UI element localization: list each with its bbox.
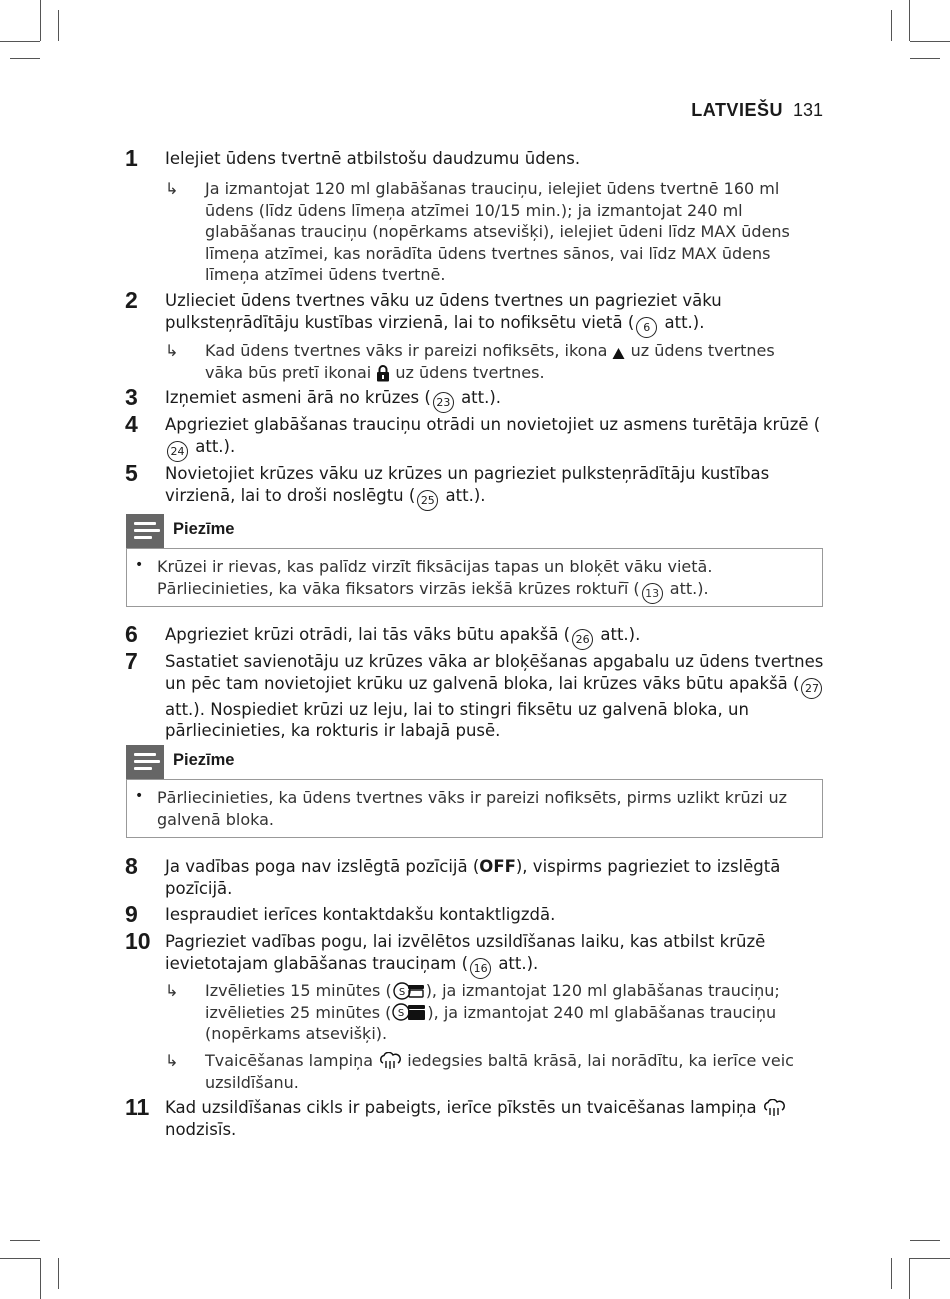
off-label: OFF — [479, 857, 516, 876]
bullet: • — [135, 557, 144, 573]
step-number: 11 — [125, 1094, 150, 1120]
result-text: Tvaicēšanas lampiņa iedegsies baltā krāsā, lai norādītu, ka ierīce veic uzsildīšanu. — [205, 1051, 794, 1092]
step-number: 3 — [125, 384, 138, 410]
step-text: Apgrieziet glabāšanas trauciņu otrādi un novietojiet uz asmens turētāja krūzē (24 att.). — [165, 414, 825, 462]
crop-mark — [910, 58, 940, 59]
step-number: 10 — [125, 928, 151, 954]
crop-mark — [58, 10, 59, 41]
note-box — [126, 548, 823, 607]
figure-ref: 6 — [636, 317, 657, 338]
note-text: Krūzei ir rievas, kas palīdz virzīt fiksācijas tapas un bloķēt vāku vietā. Pārliecinieties, ka vāka fiksators virzās iekšā krūzes roktur̄ī ( 13 att.). — [157, 556, 807, 604]
step-number: 4 — [125, 411, 138, 437]
step-number: 2 — [125, 287, 138, 313]
step-number: 8 — [125, 853, 138, 879]
page-header — [691, 100, 823, 121]
step-number: 9 — [125, 901, 138, 927]
crop-mark — [891, 1258, 892, 1289]
small-container-icon — [392, 982, 426, 1000]
bullet: • — [135, 788, 144, 804]
result-arrow-icon: ↳ — [165, 1051, 179, 1070]
crop-mark — [0, 41, 40, 42]
crop-mark — [909, 1258, 910, 1299]
triangle-icon — [612, 347, 625, 360]
note-icon — [126, 745, 164, 779]
figure-ref: 23 — [433, 392, 454, 413]
large-container-icon — [391, 1002, 427, 1022]
note-text: Pārliecinieties, ka ūdens tvertnes vāks ir pareizi nofiksēts, pirms uzlikt krūzi uz galvenā bloka. — [157, 788, 788, 829]
result-text: Izvēlieties 15 minūtes ( S ), ja izmantojat 120 ml glabāšanas trauciņu; izvēlieties 25 minūtes ( S ), ja izmantojat 240 ml glabāšanas trauciņu (nopērkams atsevišķi). — [205, 981, 780, 1043]
crop-mark — [10, 58, 40, 59]
step-text: Kad uzsildīšanas cikls ir pabeigts, ierīce pīkstēs un tvaicēšanas lampiņa nodzisīs. — [165, 1097, 825, 1140]
crop-mark — [40, 1258, 41, 1299]
note-icon — [126, 514, 164, 548]
result-text: Kad ūdens tvertnes vāks ir pareizi nofiksēts, ikona uz ūdens tvertnes vāka būs pretī ikonai uz ūdens tvertnes. — [205, 341, 775, 382]
crop-mark — [58, 1258, 59, 1289]
step-text: Novietojiet krūzes vāku uz krūzes un pagrieziet pulksteņrādītāju kustības virzienā, lai to droši noslēgtu ( 25 att.). — [165, 463, 825, 511]
step-text: Pagrieziet vadības pogu, lai izvēlētos uzsildīšanas laiku, kas atbilst krūzē ievietotajam glabāšanas trauciņam ( 16 att.). — [165, 931, 825, 979]
figure-ref: 24 — [167, 441, 188, 462]
figure-ref: 13 — [642, 583, 663, 604]
result-text: Ja izmantojat 120 ml glabāšanas trauciņu, ielejiet ūdens tvertnē 160 ml ūdens (līdz ūdens līmeņa atzīmei 10/15 min.); ja izmantojat 240 ml glabāšanas trauciņu (nopērkams atsevišķi), ielejiet ūdeni līdz MAX ūdens līmeņa atzīmei, kas norādīta ūdens tvertnes sānos, vai līdz MAX ūdens līmeņa atzīmei ūdens tvertnē. — [205, 179, 790, 284]
figure-ref: 25 — [417, 490, 438, 511]
crop-mark — [910, 41, 950, 42]
result-arrow-icon: ↳ — [165, 981, 179, 1000]
crop-mark — [40, 0, 41, 41]
steam-light-icon — [762, 1099, 786, 1117]
step-text: Uzlieciet ūdens tvertnes vāku uz ūdens tvertnes un pagrieziet vāku pulksteņrādītāju kustības virzienā, lai to nofiksētu vietā ( 6 att.). — [165, 290, 825, 338]
note-box — [126, 779, 823, 838]
figure-ref: 27 — [801, 678, 822, 699]
figure-ref: 26 — [572, 629, 593, 650]
svg-text:S: S — [398, 1007, 405, 1019]
step-number: 7 — [125, 648, 138, 674]
step-text: Iespraudiet ierīces kontaktdakšu kontaktligzdā. — [165, 905, 556, 924]
crop-mark — [909, 0, 910, 41]
step-text: Izņemiet asmeni ārā no krūzes ( 23 att.). — [165, 387, 825, 413]
note-title: Piezīme — [173, 520, 235, 538]
step-number: 6 — [125, 621, 138, 647]
result-arrow-icon: ↳ — [165, 341, 179, 360]
crop-mark — [891, 10, 892, 41]
lock-icon — [376, 365, 390, 382]
note-title: Piezīme — [173, 751, 235, 769]
language-label: LATVIEŠU — [691, 100, 783, 120]
result-arrow-icon: ↳ — [165, 179, 179, 198]
step-text: Ielejiet ūdens tvertnē atbilstošu daudzumu ūdens. — [165, 149, 581, 168]
step-number: 5 — [125, 460, 138, 486]
crop-mark — [910, 1240, 940, 1241]
crop-mark — [10, 1240, 40, 1241]
crop-mark — [0, 1258, 40, 1259]
steam-light-icon — [378, 1052, 402, 1070]
step-text: Apgrieziet krūzi otrādi, lai tās vāks būtu apakšā ( 26 att.). — [165, 624, 825, 650]
page-number: 131 — [792, 100, 823, 120]
crop-mark — [910, 1258, 950, 1259]
svg-text:S: S — [398, 987, 405, 998]
step-text: Sastatiet savienotāju uz krūzes vāka ar bloķēšanas apgabalu uz ūdens tvertnes un pēc tam novietojiet krūku uz galvenā bloka, lai krūzes vāks būtu apakšā ( 27 att.). Nospiediet krūzi uz leju, lai to stingri fiksētu uz galvenā bloka, un pārliecinieties, ka rokturis ir labajā pusē. — [165, 652, 824, 740]
figure-ref: 16 — [470, 958, 491, 979]
step-text: Ja vadības poga nav izslēgtā pozīcijā (OFF), vispirms pagrieziet to izslēgtā pozīcijā. — [165, 857, 781, 898]
step-number: 1 — [125, 145, 138, 171]
